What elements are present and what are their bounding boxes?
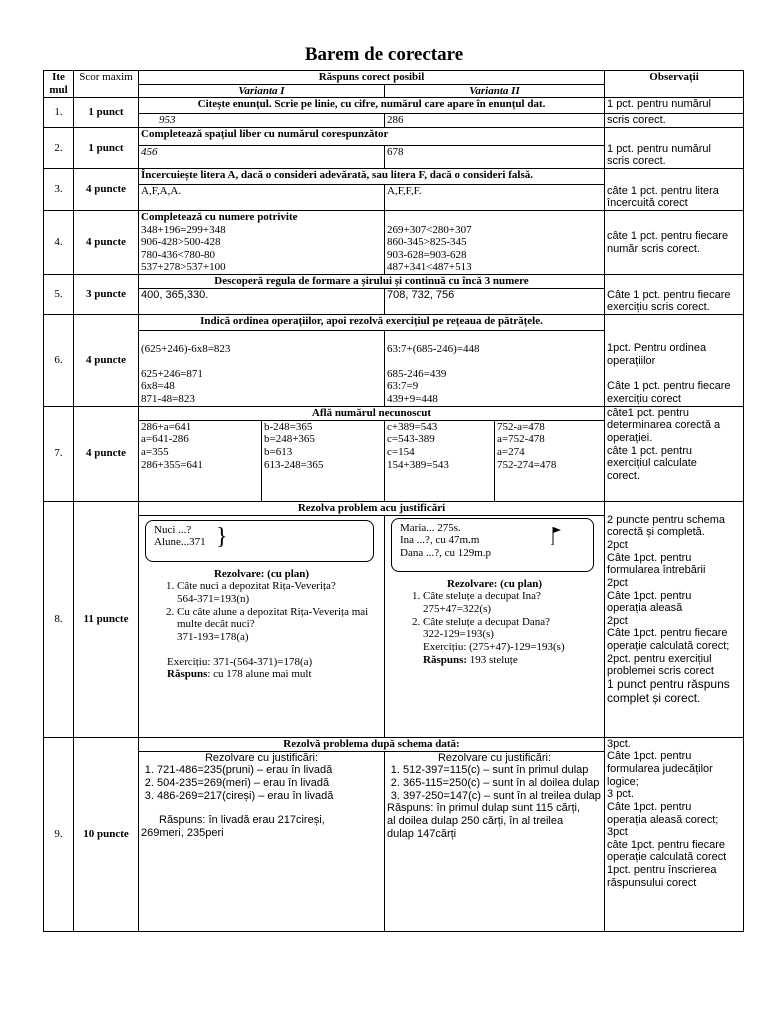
item-instruction: Completează spațiul liber cu numărul corespunzător — [139, 127, 605, 145]
answer-v2: 708, 732, 756 — [385, 289, 605, 315]
answer-v2: 63:7+(685-246)=448 685-246=439 63:7=9 439+9=448 — [385, 331, 605, 407]
answer-v1: 400, 365,330. — [139, 289, 385, 315]
header-observations: Observații — [605, 71, 744, 98]
observation: 1 pct. pentru numărul — [605, 98, 744, 114]
header-variant2: Varianta II — [385, 84, 605, 98]
item-instruction: Descoperă regula de formare a șirului și continuă cu încă 3 numere — [139, 275, 605, 289]
answer-v1: 456 — [139, 145, 385, 168]
scheme-box: Nuci ...? Alune...371 } — [145, 520, 374, 562]
item-instruction: Rezolvă problema după schema dată: — [139, 737, 605, 751]
answer-v1: A,F,A,A. — [139, 184, 385, 210]
answer-v1: Completează cu numere potrivite 348+196=299+348 906-428>500-428 780-436<780-80 537+278>537+100 — [139, 210, 385, 274]
answer-v1: Nuci ...? Alune...371 } Rezolvare: (cu plan) 1. Câte nuci a depozitat Rița-Veverița? 564-371=193(n) 2. Cu câte alune a depozitat Rița-Veverița mai multe decât nuci? 371-193=178(a) Exercițiu: 371-(564-371)=178(a) Răspuns: cu 178 alune mai mult — [139, 515, 385, 737]
item-number: 7. — [44, 406, 74, 501]
item-points: 4 puncte — [74, 210, 139, 274]
item-points: 4 puncte — [74, 406, 139, 501]
header-variant1: Varianta I — [139, 84, 385, 98]
answer-v2: 678 — [385, 145, 605, 168]
item-instruction: Încercuiește litera A, dacă o consideri adevărată, sau litera F, dacă o consideri falsă. — [139, 168, 605, 184]
item-number: 5. — [44, 275, 74, 315]
item-points: 4 puncte — [74, 315, 139, 407]
item-instruction: Citește enunțul. Scrie pe linie, cu cifre, numărul care apare în enunțul dat. — [139, 98, 605, 114]
header-item: Ite mul — [44, 71, 74, 98]
header-answer: Răspuns corect posibil — [139, 71, 605, 85]
observation: 1pct. Pentru ordinea operațiilor Câte 1 pct. pentru fiecare exercițiu corect — [605, 315, 744, 407]
observation: Câte 1 pct. pentru fiecare exercițiu scris corect. — [605, 275, 744, 315]
answer-v2: Maria... 275s. Ina ...?, cu 47m.m Dana ...?, cu 129m.p Rezolvare: (cu plan) 1. Câte steluțe a decupat Ina? 275+47=322(s) 2. Câte steluțe a decupat Dana? 322-129=193(s) Exercițiu: (275+47)-129=193(s) Răspuns: 193 steluțe — [385, 515, 605, 737]
answer-v2: 286 — [385, 114, 605, 128]
item-points: 4 puncte — [74, 168, 139, 210]
item-number: 4. — [44, 210, 74, 274]
item-number: 6. — [44, 315, 74, 407]
item-points: 11 puncte — [74, 501, 139, 737]
brace-icon: } — [216, 523, 228, 550]
flag-icon — [551, 525, 563, 545]
answer-v2: A,F,F,F. — [385, 184, 605, 210]
item-instruction: Completează cu numere potrivite — [141, 210, 298, 223]
item-number: 2. — [44, 127, 74, 168]
header-score: Scor maxim — [74, 71, 139, 98]
observation: câte 1 pct. pentru litera încercuită corect — [605, 168, 744, 210]
scheme-box: Maria... 275s. Ina ...?, cu 47m.m Dana ...?, cu 129m.p — [391, 518, 594, 572]
item-points: 3 puncte — [74, 275, 139, 315]
item-points: 1 punct — [74, 127, 139, 168]
answer-v1: 953 — [139, 114, 385, 128]
item-points: 10 puncte — [74, 737, 139, 931]
answer-v2: Rezolvare cu justificări: 1. 512-397=115(c) – sunt în primul dulap 2. 365-115=250(c) – sunt în al doilea dulap 3. 397-250=147(c) – sunt în al treilea dulap Răspuns: în primul dulap sunt 115 cărți, al doilea dulap 250 cărți, în al treilea dulap 147cărți — [385, 751, 605, 931]
observation: 2 puncte pentru schema corectă și completă. 2pct Câte 1pct. pentru formularea întrebării 2pct Câte 1pct. pentru operația aleasă 2pct Câte 1pct. pentru fiecare operație calculată corect; 2pct. pentru exercițiul problemei scris corect 1 punct pentru răspuns complet și corect. — [605, 501, 744, 737]
grading-table — [43, 70, 744, 932]
answer-v1: Rezolvare cu justificări: 1. 721-486=235(pruni) – erau în livadă 2. 504-235=269(meri) – erau în livadă 3. 486-269=217(cireși) – erau în livadă Răspuns: în livadă erau 217cireși, 269meri, 235peri — [139, 751, 385, 931]
answer-v1: (625+246)-6x8=823 625+246=871 6x8=48 871-48=823 — [139, 331, 385, 407]
item-number: 9. — [44, 737, 74, 931]
observation: câte1 pct. pentru determinarea corectă a operației. câte 1 pct. pentru exercițiul calculate corect. — [605, 406, 744, 501]
item-instruction: Află numărul necunoscut — [139, 406, 605, 420]
item-instruction: Indică ordinea operațiilor, apoi rezolvă exercițiul pe rețeaua de pătrățele. — [139, 315, 605, 331]
observation: scris corect. — [605, 114, 744, 128]
item-instruction: Rezolva problem acu justificări — [139, 501, 605, 515]
observation: 3pct. Câte 1pct. pentru formularea judecăților logice; 3 pct. Câte 1pct. pentru operația aleasă corect; 3pct câte 1pct. pentru fiecare operație calculată corect 1pct. pentru înscrierea răspunsului corect — [605, 737, 744, 931]
observation: câte 1 pct. pentru fiecare număr scris corect. — [605, 210, 744, 274]
item-points: 1 punct — [74, 98, 139, 128]
item-number: 8. — [44, 501, 74, 737]
answer-v2: c+389=543 c=543-389 c=154 154+389=543 752-a=478 a=752-478 a=274 752-274=478 — [385, 420, 605, 501]
item-number: 3. — [44, 168, 74, 210]
page-title: Barem de corectare — [304, 44, 464, 65]
answer-v2: 269+307<280+307 860-345>825-345 903-628=903-628 487+341<487+513 — [385, 210, 605, 274]
answer-v1: 286+a=641 a=641-286 a=355 286+355=641 b-248=365 b=248+365 b=613 613-248=365 — [139, 420, 385, 501]
item-number: 1. — [44, 98, 74, 128]
observation: 1 pct. pentru numărul scris corect. — [605, 127, 744, 168]
